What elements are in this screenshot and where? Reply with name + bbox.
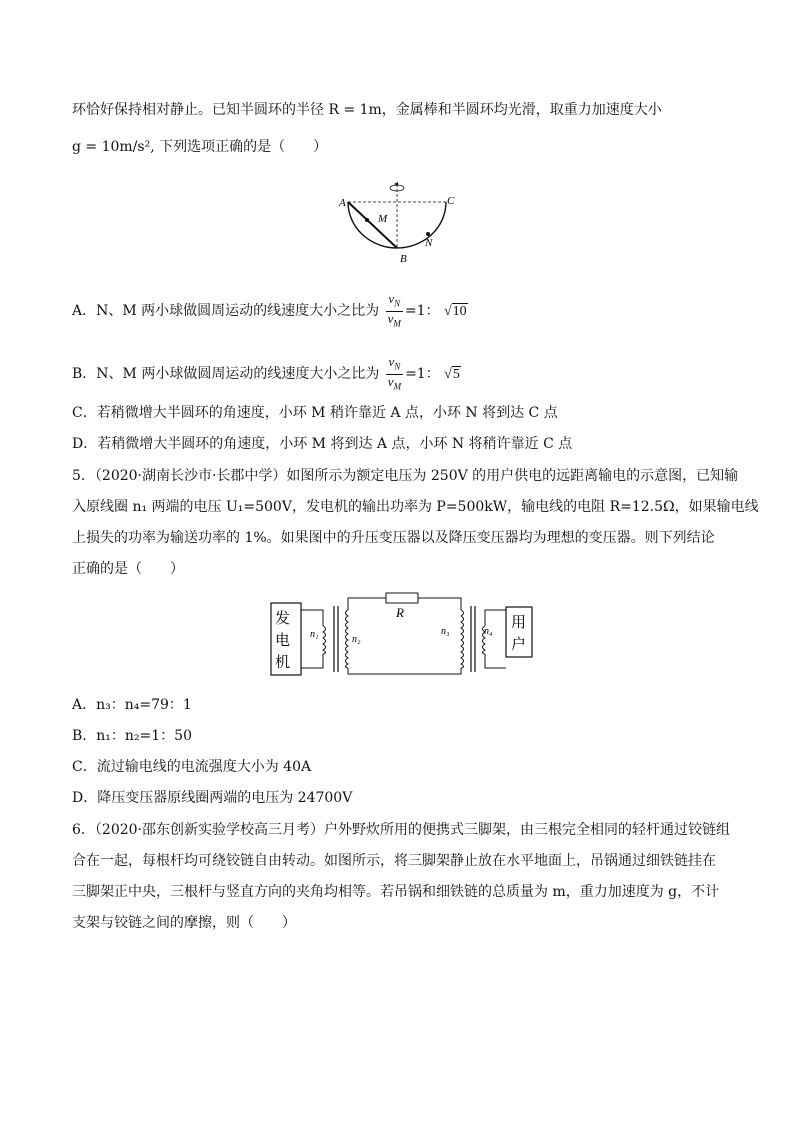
q5-stem-line-4: 正确的是（ ） bbox=[72, 561, 184, 577]
q4-option-d[interactable]: D．若稍微增大半圆环的角速度，小环 M 将到达 A 点，小环 N 将稍许靠近 C 点 bbox=[72, 436, 573, 452]
user-char-2: 户 bbox=[511, 637, 527, 653]
q6-stem-line-1: 6．（2020·邵东创新实验学校高三月考）户外野炊所用的便携式三脚架，由三根完全相同的轻杆通过铰链组 bbox=[72, 822, 730, 838]
q6-stem-line-4: 支架与铰链之间的摩擦，则（ ） bbox=[72, 915, 296, 931]
label-C: C bbox=[447, 195, 455, 207]
q4-semicircle-figure bbox=[334, 180, 464, 266]
label-A: A bbox=[339, 197, 346, 209]
q5-stem-line-2: 入原线圈 n₁ 两端的电压 U₁=500V，发电机的输出功率为 P=500kW，输电线的电阻 R=12.5Ω，如果输电线 bbox=[72, 499, 759, 515]
label-B: B bbox=[400, 253, 407, 265]
q6-stem-line-2: 合在一起，每根杆均可绕铰链自由转动。如图所示，将三脚架静止放在水平地面上，吊锅通过细铁链挂在 bbox=[72, 853, 716, 869]
label-M: M bbox=[378, 213, 388, 225]
label-R: R bbox=[396, 605, 404, 620]
q4-option-b[interactable]: B．N、M 两小球做圆周运动的线速度大小之比为 $\frac{v_N}{v_M}$ =1： √5 bbox=[72, 354, 460, 392]
q5-option-c[interactable]: C．流过输电线的电流强度大小为 40A bbox=[72, 759, 312, 775]
label-n2: n₂ bbox=[352, 634, 361, 645]
q4-option-a[interactable]: A．N、M 两小球做圆周运动的线速度大小之比为 $\frac{v_N}{v_M}$ =1： √10 bbox=[72, 291, 467, 329]
generator-char-1: 发 bbox=[275, 611, 291, 627]
q5-stem-line-3: 上损失的功率为输送功率的 1%。如果图中的升压变压器以及降压变压器均为理想的变压器。则下列结论 bbox=[72, 530, 715, 546]
user-char-1: 用 bbox=[511, 615, 527, 631]
q4-stem-line-1: 环恰好保持相对静止。已知半圆环的半径 R = 1m，金属棒和半圆环均光滑，取重力加速度大小 bbox=[72, 102, 662, 118]
q5-option-b[interactable]: B．n₁：n₂=1：50 bbox=[72, 728, 192, 744]
label-n3: n₃ bbox=[441, 626, 450, 637]
q5-stem-line-1: 5．（2020·湖南长沙市·长郡中学）如图所示为额定电压为 250V 的用户供电的远距离输电的示意图，已知输 bbox=[72, 468, 739, 484]
sqrt-10: √10 bbox=[443, 304, 467, 320]
q4-option-c[interactable]: C．若稍微增大半圆环的角速度，小环 M 稍许靠近 A 点，小环 N 将到达 C 点 bbox=[72, 405, 558, 421]
velocity-ratio-fraction: $\frac{v_N}{v_M}$ bbox=[387, 291, 401, 329]
q5-option-a[interactable]: A．n₃：n₄=79：1 bbox=[72, 697, 192, 713]
sqrt-5: √5 bbox=[444, 367, 460, 383]
q5-transmission-figure bbox=[268, 590, 548, 678]
velocity-ratio-fraction: $\frac{v_N}{v_M}$ bbox=[387, 354, 402, 392]
q5-option-d[interactable]: D．降压变压器原线圈两端的电压为 24700V bbox=[72, 790, 353, 806]
option-a-text: A．N、M 两小球做圆周运动的线速度大小之比为 bbox=[72, 303, 380, 320]
label-n4: n₄ bbox=[484, 626, 493, 637]
generator-char-3: 机 bbox=[275, 655, 291, 671]
q6-stem-line-3: 三脚架正中央，三根杆与竖直方向的夹角均相等。若吊锅和细铁链的总质量为 m，重力加速度为 g，不计 bbox=[72, 884, 720, 900]
label-N: N bbox=[425, 237, 433, 249]
q4-stem-line-2: g = 10m/s², 下列选项正确的是（ ） bbox=[72, 139, 328, 155]
option-b-text: B．N、M 两小球做圆周运动的线速度大小之比为 bbox=[72, 366, 380, 383]
label-n1: n₁ bbox=[310, 629, 319, 640]
generator-char-2: 电 bbox=[275, 633, 291, 649]
